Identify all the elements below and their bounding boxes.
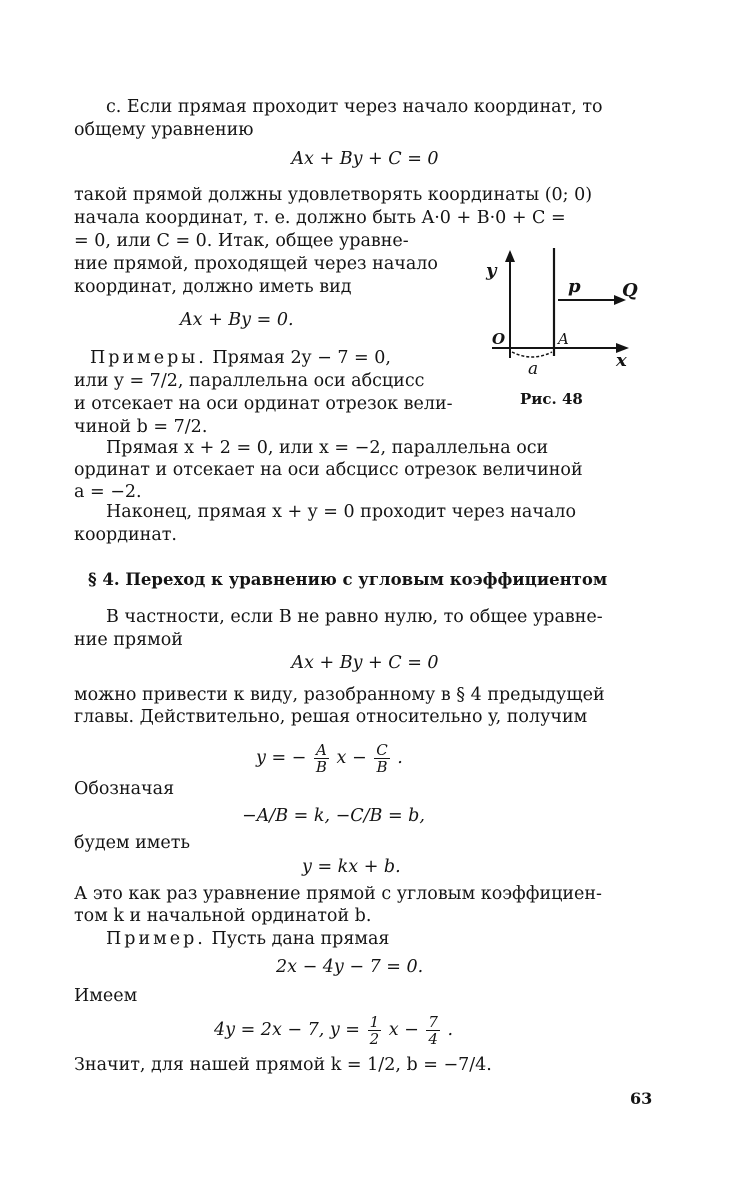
fraction-denominator: B [315, 758, 327, 776]
fraction [368, 1014, 382, 1047]
fraction-denominator: B [376, 758, 388, 776]
fraction [426, 1014, 440, 1047]
label-p: p [568, 276, 581, 297]
text-line: будем иметь [74, 833, 190, 853]
fraction-numerator: 1 [369, 1013, 380, 1031]
y-axis-arrow-icon [505, 250, 515, 262]
fraction [374, 742, 389, 775]
example-lead: Пример. [106, 929, 206, 949]
equation-slope-form: y = kx + b. [302, 857, 401, 877]
equation-solved-y [256, 736, 403, 780]
section-heading: § 4. Переход к уравнению с угловым коэффициентом [88, 570, 608, 589]
text-line: В частности, если B не равно нулю, то общее уравне- [106, 607, 603, 627]
equation-general: Ax + By + C = 0 [291, 149, 439, 169]
eq-part: 4y = 2x − 7, y = [214, 1020, 360, 1040]
label-q: Q [622, 280, 638, 301]
equation-general: Ax + By + C = 0 [291, 653, 439, 673]
text-line: координат, должно иметь вид [74, 277, 352, 297]
fraction-numerator: C [376, 741, 388, 759]
page-number: 63 [630, 1089, 653, 1108]
text-line: Имеем [74, 986, 138, 1006]
eq-part: x − [336, 748, 367, 768]
text-line: общему уравнению [74, 120, 254, 140]
eq-part: x − [388, 1020, 419, 1040]
fraction-denominator: 2 [369, 1030, 380, 1048]
equation-notation: −A/B = k, −C/B = b, [242, 806, 425, 826]
label-y: y [486, 260, 497, 281]
fraction [314, 742, 329, 775]
text-line: А это как раз уравнение прямой с угловым коэффициен- [74, 884, 602, 904]
text-line: или y = 7/2, параллельна оси абсцисс [74, 371, 425, 391]
text-line: Наконец, прямая x + y = 0 проходит через начало [106, 502, 576, 522]
example-text: Пусть дана прямая [211, 929, 390, 949]
text-line: Значит, для нашей прямой k = 1/2, b = −7/4. [74, 1055, 492, 1075]
eq-part: . [397, 748, 403, 768]
label-origin: O [492, 330, 506, 348]
equation-example: 2x − 4y − 7 = 0. [276, 957, 424, 977]
text-line: ние прямой [74, 630, 183, 650]
fraction-numerator: 7 [428, 1013, 438, 1031]
examples-lead: Примеры. [90, 348, 207, 368]
equation-origin: Ax + By = 0. [180, 310, 294, 330]
equation-example-solved [214, 1008, 453, 1052]
examples-text: Прямая 2y − 7 = 0, [212, 348, 391, 368]
text-line: координат. [74, 525, 177, 545]
text-line [106, 928, 389, 950]
figure-caption: Рис. 48 [520, 390, 583, 408]
text-line: a = −2. [74, 482, 142, 502]
text-line [90, 347, 391, 369]
figure-48 [474, 244, 654, 414]
label-point-a: A [558, 330, 569, 348]
label-x: x [616, 350, 627, 371]
text-line: ординат и отсекает на оси абсцисс отрезок величиной [74, 460, 583, 480]
fraction-numerator: A [314, 742, 329, 759]
segment-a-brace [512, 352, 552, 357]
eq-part: . [447, 1020, 454, 1040]
text-line: такой прямой должны удовлетворять координаты (0; 0) [74, 185, 593, 205]
text-line: чиной b = 7/2. [74, 417, 208, 437]
eq-part: y = − [256, 748, 307, 768]
text-line: с. Если прямая проходит через начало координат, то [106, 97, 603, 117]
text-line: Прямая x + 2 = 0, или x = −2, параллельна оси [106, 438, 549, 458]
text-line: и отсекает на оси ординат отрезок вели- [74, 394, 453, 414]
text-line: главы. Действительно, решая относительно y, получим [74, 707, 588, 727]
label-segment-a: a [528, 359, 539, 379]
text-line: начала координат, т. е. должно быть A·0 + B·0 + C = [74, 208, 566, 228]
text-line: том k и начальной ординатой b. [74, 906, 372, 926]
text-line: = 0, или C = 0. Итак, общее уравне- [74, 231, 409, 251]
fraction-denominator: 4 [428, 1030, 438, 1048]
text-line: Обозначая [74, 779, 175, 799]
figure-48-diagram [474, 244, 654, 414]
text-line: можно привести к виду, разобранному в § 4 предыдущей [74, 685, 605, 705]
text-line: ние прямой, проходящей через начало [74, 254, 438, 274]
